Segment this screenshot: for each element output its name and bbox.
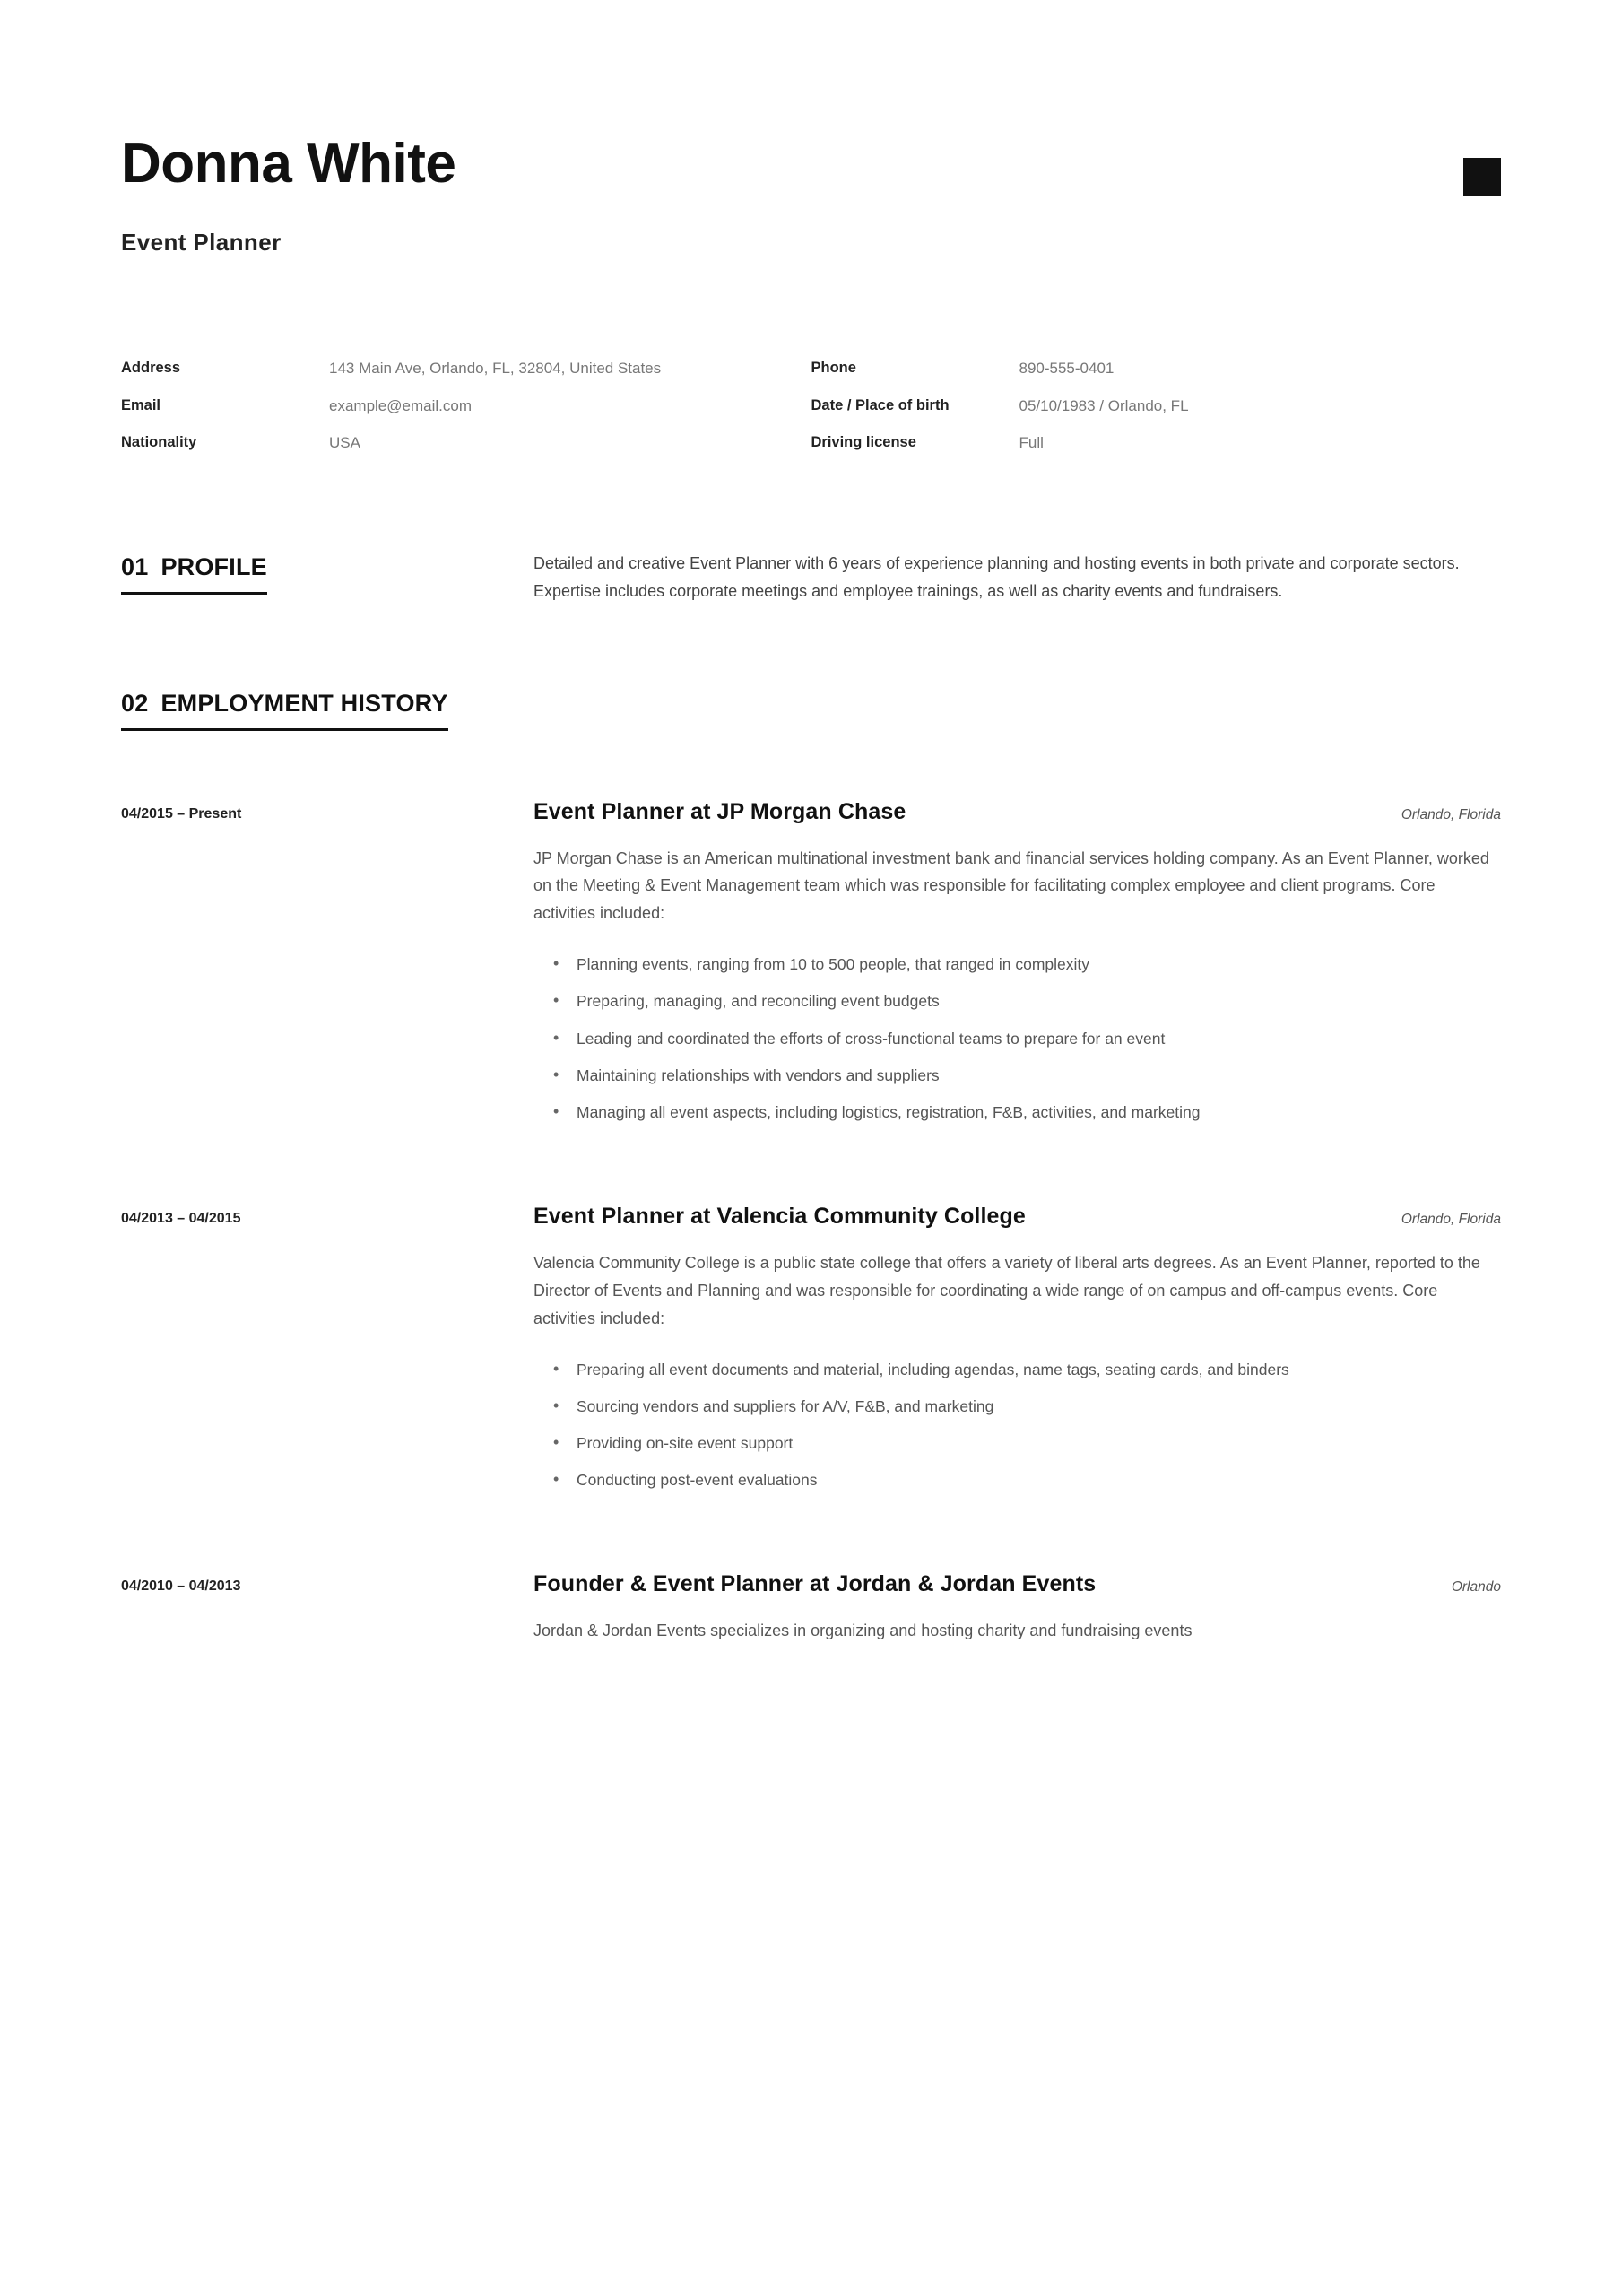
detail-label: Email <box>121 396 161 413</box>
detail-label: Address <box>121 360 181 377</box>
section-employment-title-wrap <box>121 690 533 731</box>
employment-location: Orlando, Florida <box>1401 1211 1501 1227</box>
employment-dates: 04/2013 – 04/2015 <box>121 1210 241 1226</box>
employment-heading <box>533 1204 1501 1230</box>
job-title-subtitle: Event Planner <box>121 229 282 257</box>
detail-row-email <box>121 395 811 418</box>
section-profile-title-wrap <box>121 553 533 595</box>
page-title: Donna White <box>121 133 456 195</box>
contact-details-left-column <box>121 357 811 469</box>
detail-row-address <box>121 357 811 380</box>
detail-row-nationality <box>121 431 811 455</box>
employment-role: Event Planner at JP Morgan Chase <box>533 798 906 824</box>
employment-details <box>533 1571 1501 1645</box>
list-item: • Maintaining relationships with vendors and suppliers <box>577 1062 1501 1089</box>
employment-role: Event Planner at Valencia Community College <box>533 1203 1026 1229</box>
list-item: • Preparing, managing, and reconciling event budgets <box>577 987 1501 1014</box>
section-employment-history <box>121 690 1501 1646</box>
detail-row-driving-license <box>811 431 1502 455</box>
section-profile <box>121 553 1501 605</box>
section-profile-title <box>121 553 267 595</box>
employment-role: Founder & Event Planner at Jordan & Jordan Events <box>533 1571 1097 1597</box>
detail-value: USA <box>329 434 360 452</box>
employment-description: Jordan & Jordan Events specializes in organizing and hosting charity and fundraising events <box>533 1622 1193 1640</box>
list-item: • Managing all event aspects, including logistics, registration, F&B, activities, and marketing <box>577 1099 1501 1126</box>
detail-row-phone <box>811 357 1502 380</box>
resume-header <box>121 135 1501 257</box>
section-title-label: PROFILE <box>160 552 267 580</box>
employment-bullet-list <box>533 1356 1501 1493</box>
contact-details-right-column <box>811 357 1502 469</box>
detail-label: Nationality <box>121 434 197 451</box>
list-item: • Preparing all event documents and material, including agendas, name tags, seating cards, and binders <box>577 1356 1501 1383</box>
profile-summary-text: Detailed and creative Event Planner with 6 years of experience planning and hosting events in both private and corporate sectors. Expertise includes corporate meetings and employee trainings, as well as charity events and fundraisers. <box>533 553 1460 600</box>
employment-heading <box>533 799 1501 825</box>
detail-label: Phone <box>811 360 856 377</box>
detail-value: example@email.com <box>329 396 472 414</box>
detail-label: Driving license <box>811 434 916 451</box>
list-item: • Conducting post-event evaluations <box>577 1466 1501 1493</box>
section-number: 01 <box>121 552 149 580</box>
contact-details <box>121 357 1501 469</box>
employment-details <box>533 799 1501 1135</box>
list-item: • Sourcing vendors and suppliers for A/V, F&B, and marketing <box>577 1393 1501 1420</box>
employment-heading <box>533 1571 1501 1597</box>
list-item: • Providing on-site event support <box>577 1430 1501 1457</box>
employment-description: JP Morgan Chase is an American multinational investment bank and financial services holding company. As an Event Planner, worked on the Meeting & Event Management team which was responsible for facilitating complex employee and client programs. Core activities included: <box>533 848 1489 923</box>
header-text-block <box>121 135 455 257</box>
detail-value: 143 Main Ave, Orlando, FL, 32804, United States <box>329 360 662 378</box>
employment-dates: 04/2015 – Present <box>121 805 242 822</box>
section-profile-body <box>533 553 1501 605</box>
section-employment-title <box>121 690 448 731</box>
section-title-label: EMPLOYMENT HISTORY <box>160 689 448 717</box>
detail-value: 890-555-0401 <box>1019 360 1115 378</box>
detail-value: 05/10/1983 / Orlando, FL <box>1019 396 1189 414</box>
employment-entry <box>121 1204 1501 1503</box>
employment-location: Orlando <box>1451 1579 1501 1596</box>
employment-location: Orlando, Florida <box>1401 806 1501 822</box>
employment-bullet-list <box>533 951 1501 1125</box>
employment-description: Valencia Community College is a public state college that offers a variety of liberal arts degrees. As an Event Planner, reported to the Director of Events and Planning and was responsible for coordinating a wide range of on campus and off-campus events. Core activities included: <box>533 1253 1480 1327</box>
list-item: • Planning events, ranging from 10 to 500 people, that ranged in complexity <box>577 951 1501 978</box>
employment-entry <box>121 799 1501 1135</box>
detail-row-date-place-of-birth <box>811 395 1502 418</box>
detail-label: Date / Place of birth <box>811 396 950 413</box>
detail-value: Full <box>1019 434 1044 452</box>
section-profile-head <box>121 553 1501 605</box>
employment-details <box>533 1204 1501 1503</box>
section-employment-head <box>121 690 1501 731</box>
list-item: • Leading and coordinated the efforts of cross-functional teams to prepare for an event <box>577 1025 1501 1052</box>
employment-dates: 04/2010 – 04/2013 <box>121 1578 241 1595</box>
photo-placeholder-icon <box>1463 158 1501 196</box>
section-number: 02 <box>121 689 149 717</box>
employment-entry <box>121 1571 1501 1645</box>
